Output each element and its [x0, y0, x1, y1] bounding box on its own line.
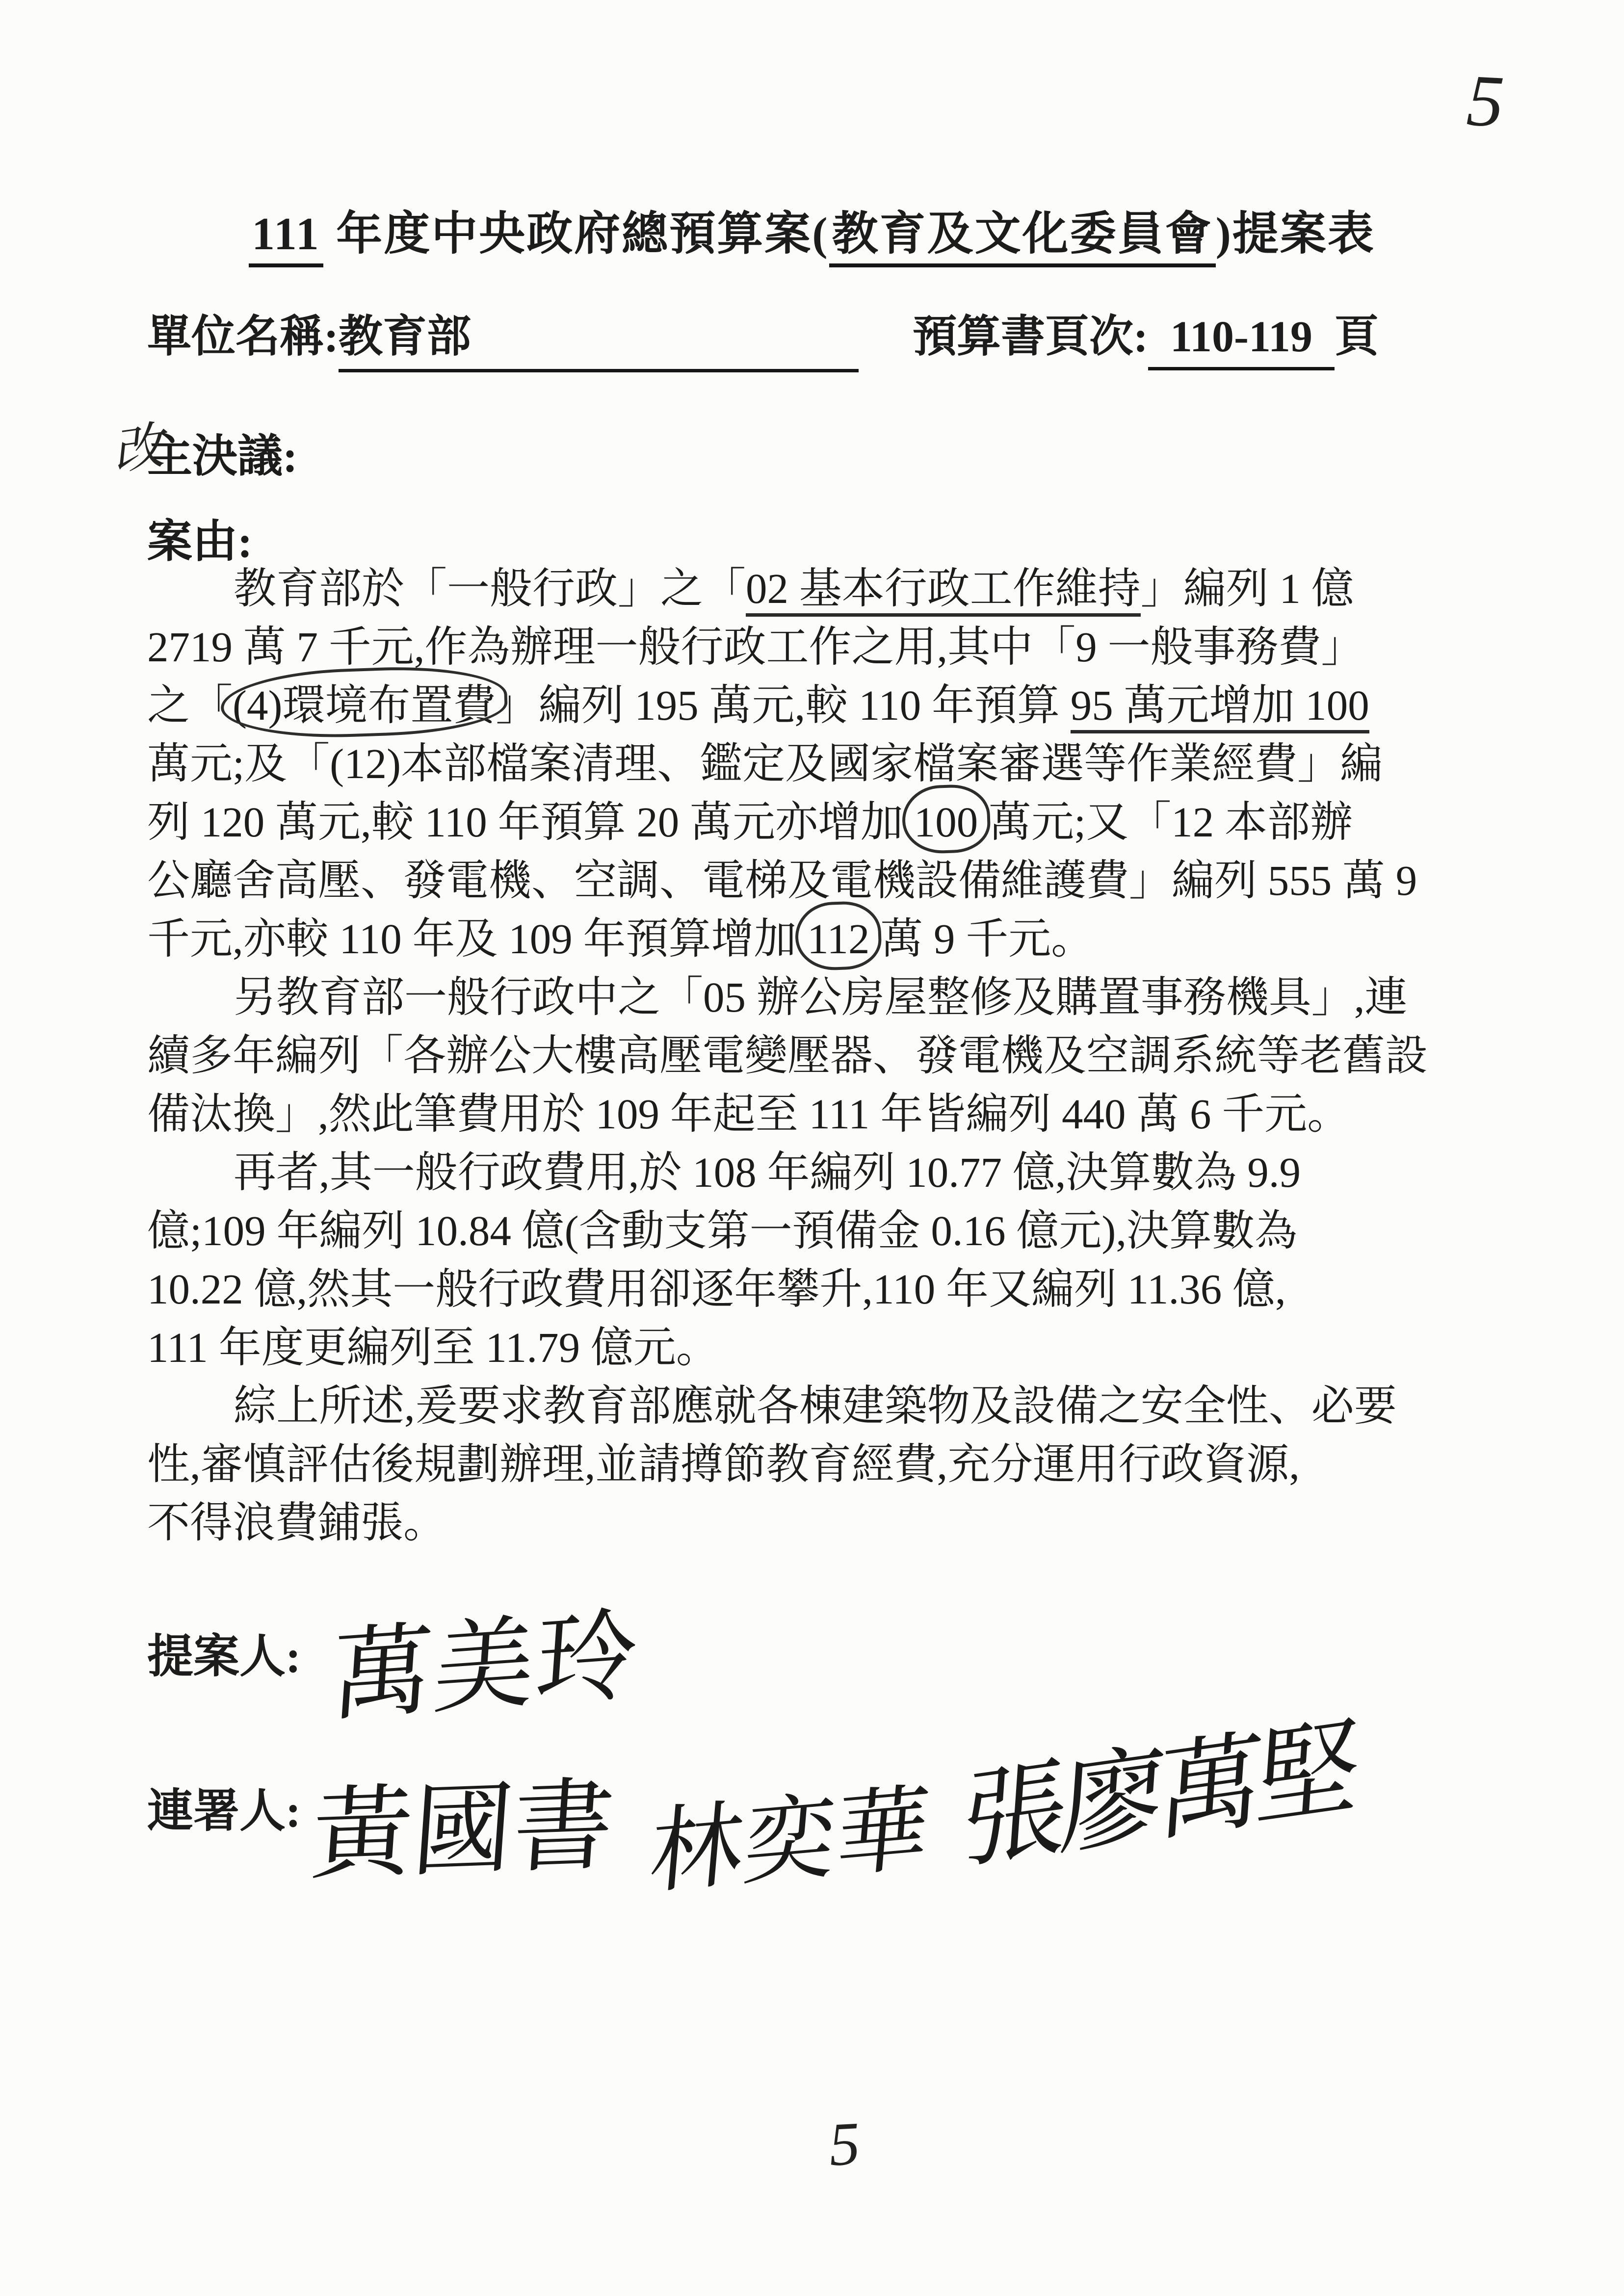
body-line-p1-5 — [147, 793, 1492, 851]
body-line-p1-7 — [147, 910, 1492, 968]
resolution-section-label — [108, 417, 298, 485]
resolution-label-text: 主決議: — [147, 431, 298, 481]
text-segment: 」編列 195 萬元,較 110 年預算 — [496, 681, 1071, 729]
body-line-p3-1: 再者,其一般行政費用,於 108 年編列 10.77 億,決算數為 9.9 — [234, 1148, 1301, 1196]
proposer-signature: 萬美玲 — [328, 1600, 643, 1734]
text-segment: 萬元;又「12 本部辦 — [978, 798, 1353, 846]
body-line-p1-6: 公廳舍高壓、發電機、空調、電梯及電機設備維護費」編列 555 萬 9 — [147, 857, 1417, 904]
body-line-p2-3: 備汰換」,然此筆費用於 109 年起至 111 年皆編列 440 萬 6 千元。 — [147, 1090, 1350, 1138]
text-segment: 列 120 萬元,較 110 年預算 20 萬元亦增加 — [147, 798, 914, 846]
unit-name-value-underline — [339, 300, 859, 372]
handwritten-page-number-bottom: 5 — [827, 2110, 862, 2179]
body-line-p1-3 — [147, 676, 1492, 734]
unit-name-field — [147, 300, 859, 372]
proposer-label: 提案人: — [147, 1631, 301, 1682]
body-line-p4-2: 性,審慎評估後規劃辦理,並請撙節教育經費,充分運用行政資源, — [147, 1440, 1300, 1488]
budget-page-ref-value: 110-119 — [1148, 312, 1335, 370]
hand-underline-annotation: 95 萬元增加 100 — [1071, 681, 1369, 733]
body-line-p2-1: 另教育部一般行政中之「05 辦公房屋整修及購置事務機具」,連 — [234, 973, 1408, 1021]
cosigner-signature-2: 林奕華 — [646, 1777, 934, 1906]
case-section-label: 案由: — [147, 517, 253, 567]
body-line-p4-3: 不得浪費鋪張。 — [147, 1499, 446, 1546]
text-segment: 教育部於「一般行政」之「 — [234, 565, 746, 612]
body-line-p1-1 — [147, 559, 1492, 618]
header-row — [147, 300, 1496, 384]
body-line-p1-2: 2719 萬 7 千元,作為辦理一般行政工作之用,其中「9 一般事務費」 — [147, 623, 1364, 671]
body-line-p2-2: 續多年編列「各辦公大樓高壓電變壓器、發電機及空調系統等老舊設 — [147, 1032, 1428, 1079]
handwritten-annotation-mark: 改 — [108, 417, 167, 481]
text-segment: 」編列 1 億 — [1140, 565, 1354, 612]
handwritten-page-number-top: 5 — [1465, 59, 1506, 143]
cosigner-signature-3: 張廖萬堅 — [959, 1708, 1358, 1882]
title-suffix: )提案表 — [1215, 209, 1375, 260]
text-segment: 萬 9 千元。 — [869, 915, 1094, 963]
cosigner-row — [147, 1708, 1358, 1925]
document-title — [0, 196, 1624, 262]
body-text — [147, 559, 1492, 1552]
hand-underline-annotation: 02 基本行政工作維持 — [746, 565, 1141, 617]
title-year-underlined: 111 — [249, 209, 323, 267]
cosigner-signature-1: 黃國書 — [308, 1770, 618, 1893]
hand-circle-annotation: (4)環境布置費 — [233, 676, 496, 734]
budget-page-ref-label: 預算書頁次: — [913, 313, 1148, 361]
body-line-p1-4: 萬元;及「(12)本部檔案清理、鑑定及國家檔案審選等作業經費」編 — [147, 740, 1383, 787]
body-line-p4-1: 綜上所述,爰要求教育部應就各棟建築物及設備之安全性、必要 — [234, 1382, 1397, 1430]
budget-page-ref-field — [913, 300, 1379, 370]
cosigner-label: 連署人: — [147, 1786, 301, 1837]
unit-name-label: 單位名稱: — [147, 313, 339, 361]
text-segment: 之「 — [147, 681, 233, 729]
title-committee-underlined: 教育及文化委員會 — [829, 209, 1216, 267]
body-line-p3-4: 111 年度更編列至 11.79 億元。 — [147, 1324, 719, 1371]
title-text: 年度中央政府總預算案( — [323, 209, 829, 260]
unit-name-value: 教育部 — [338, 313, 471, 361]
budget-page-ref-suffix: 頁 — [1335, 313, 1379, 361]
proposer-row — [147, 1600, 643, 1764]
body-line-p3-3: 10.22 億,然其一般行政費用卻逐年攀升,110 年又編列 11.36 億, — [147, 1265, 1286, 1313]
body-line-p3-2: 億;109 年編列 10.84 億(含動支第一預備金 0.16 億元),決算數為 — [147, 1207, 1298, 1254]
text-segment: 千元,亦較 110 年及 109 年預算增加 — [147, 915, 808, 963]
hand-circle-annotation: 100 — [914, 793, 978, 851]
hand-circle-annotation: 112 — [807, 910, 869, 968]
